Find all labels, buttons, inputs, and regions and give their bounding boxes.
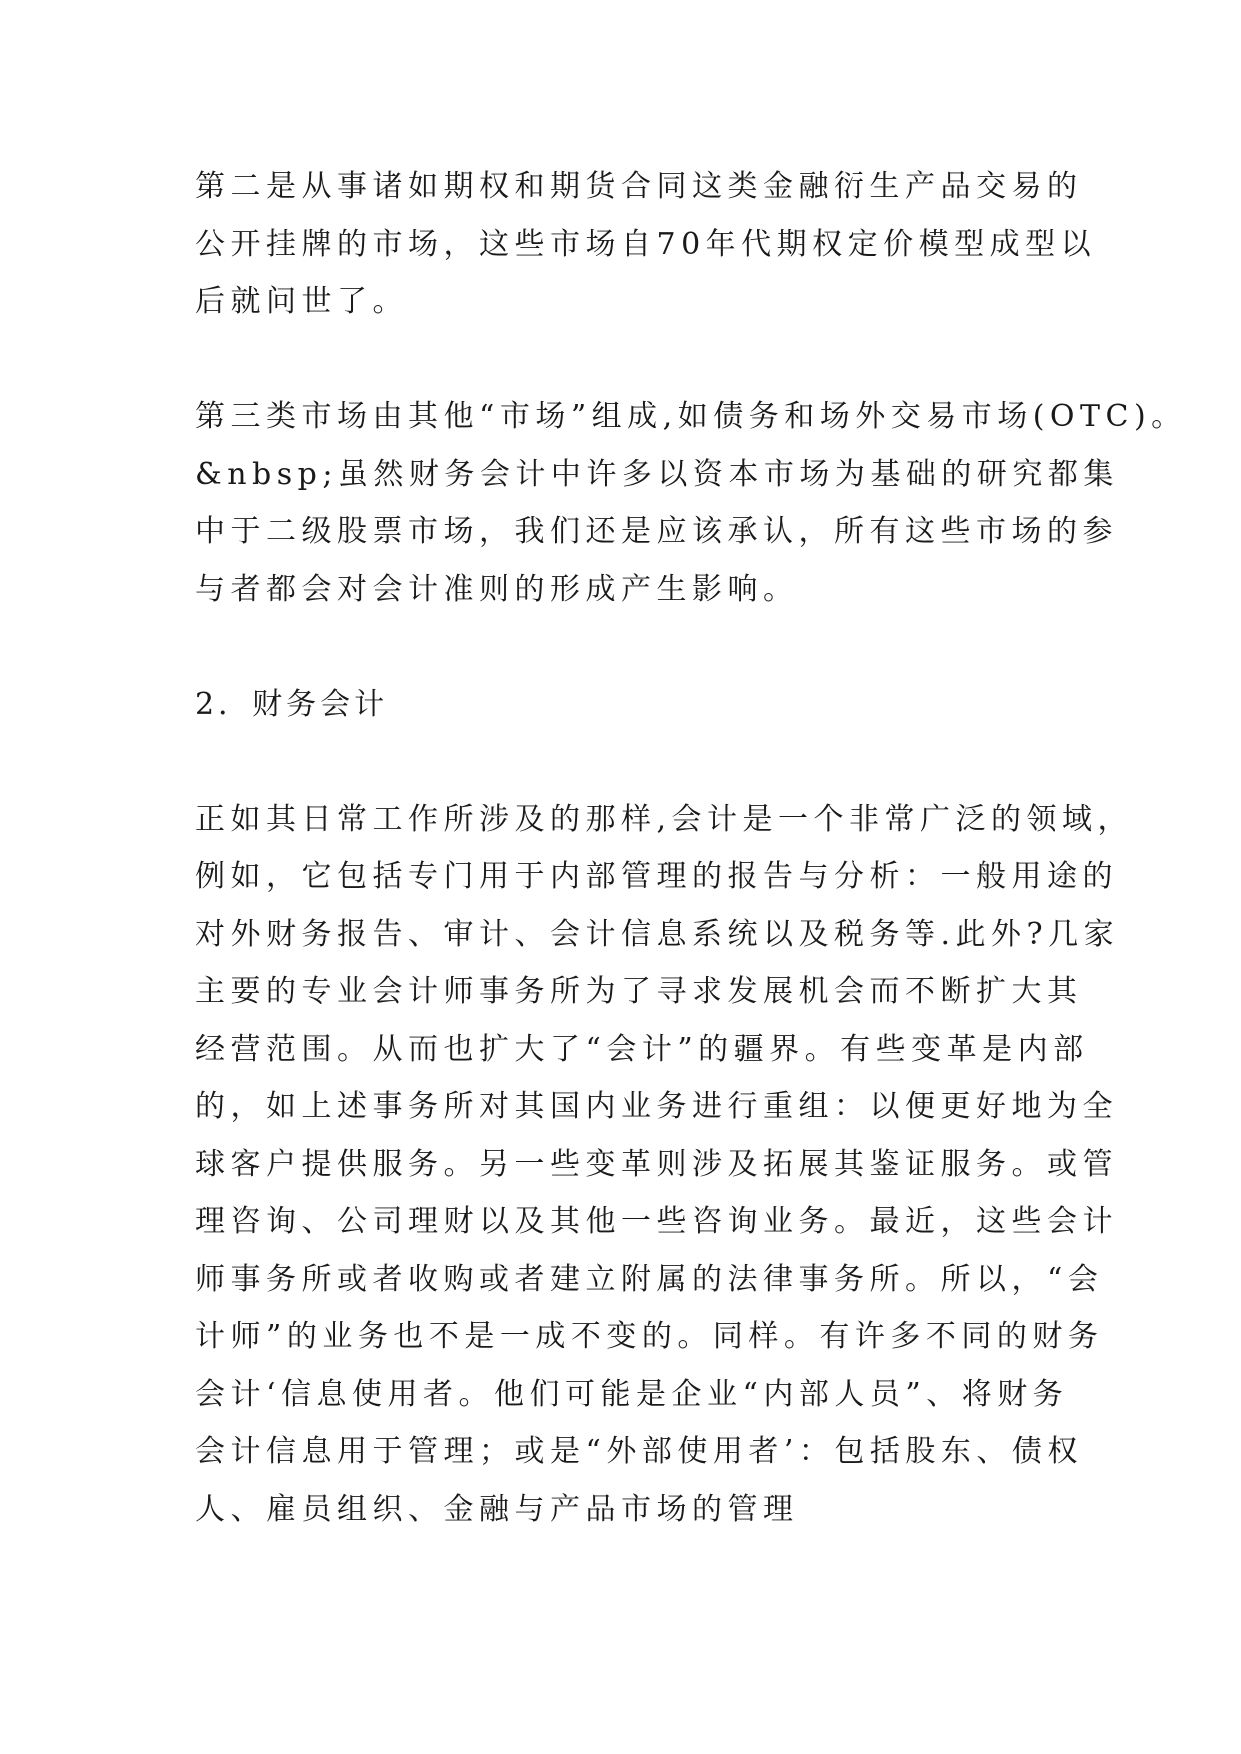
text-line: 计师”的业务也不是一成不变的。同样。有许多不同的财务 — [195, 1319, 1104, 1354]
text-line: 的，如上述事务所对其国内业务进行重组：以便更好地为全 — [195, 1089, 1118, 1124]
paragraph-derivatives-market — [195, 158, 1097, 331]
section-heading-financial-accounting — [195, 676, 1075, 734]
text-line: &nbsp;虽然财务会计中许多以资本市场为基础的研究都集 — [195, 456, 1119, 492]
text-line: 人、雇员组织、金融与产品市场的管理 — [195, 1491, 799, 1527]
text-line: 理咨询、公司理财以及其他一些咨询业务。最近，这些会计 — [195, 1204, 1118, 1239]
text-line: 球客户提供服务。另一些变革则涉及拓展其鉴证服务。或管 — [195, 1146, 1118, 1182]
text-line: 经营范围。从而也扩大了“会计”的疆界。有些变革是内部 — [195, 1031, 1089, 1067]
text-line: 对外财务报告、审计、会计信息系统以及税务等.此外?几家 — [195, 916, 1120, 952]
section-heading: 2．财务会计 — [195, 686, 389, 722]
paragraph-spacer — [195, 618, 1075, 676]
text-line: 例如，它包括专门用于内部管理的报告与分析：一般用途的 — [195, 859, 1118, 894]
text-line: 与者都会对会计准则的形成产生影响。 — [195, 571, 799, 607]
text-line: 中于二级股票市场，我们还是应该承认，所有这些市场的参 — [195, 514, 1118, 549]
text-line: 正如其日常工作所涉及的那样,会计是一个非常广泛的领域， — [195, 801, 1134, 837]
paragraph-other-markets — [195, 388, 1187, 618]
text-line: 会计信息用于管理；或是“外部使用者’：包括股东、债权 — [195, 1434, 1083, 1469]
paragraph-accounting-scope — [195, 791, 1134, 1539]
text-line: 师事务所或者收购或者建立附属的法律事务所。所以，“会 — [195, 1261, 1104, 1297]
paragraph-spacer — [195, 733, 1075, 791]
paragraph-spacer — [195, 331, 1075, 389]
text-line: 主要的专业会计师事务所为了寻求发展机会而不断扩大其 — [195, 974, 1083, 1009]
document-body — [195, 158, 1187, 1538]
text-line: 后就问世了。 — [195, 284, 408, 319]
text-line: 第三类市场由其他“市场”组成,如债务和场外交易市场(OTC)。 — [195, 399, 1187, 434]
text-line: 公开挂牌的市场，这些市场自70年代期权定价模型成型以 — [195, 226, 1097, 262]
text-line: 第二是从事诸如期权和期货合同这类金融衍生产品交易的 — [195, 169, 1083, 204]
text-line: 会计‘信息使用者。他们可能是企业“内部人员”、将财务 — [195, 1376, 1069, 1412]
